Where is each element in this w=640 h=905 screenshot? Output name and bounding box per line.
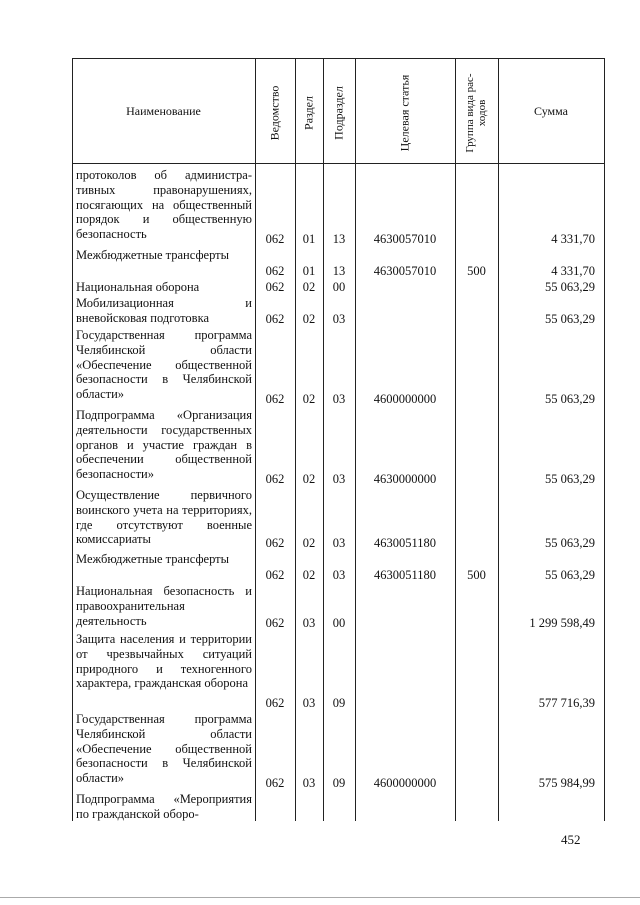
row-summa: 55 063,29	[545, 392, 595, 406]
row-name: Подпрограмма «Мероприятия по гражданской оборо-	[76, 792, 252, 821]
row-vedomstvo: 062	[265, 280, 285, 294]
table-row	[72, 792, 605, 821]
row-name: Межбюджетные трансферты	[76, 552, 230, 566]
page-number: 452	[561, 832, 581, 847]
row-tselevaya: 4630057010	[373, 264, 437, 278]
header-bottom-border	[72, 163, 605, 164]
row-vedomstvo: 062	[265, 264, 285, 278]
row-podrazdel: 03	[332, 472, 346, 486]
row-vedomstvo: 062	[265, 776, 285, 790]
row-summa: 4 331,70	[551, 232, 595, 246]
table-row	[72, 712, 605, 792]
row-name: протоколов об администра-тивных правонарушениях, посягающих на общественный порядок и общественную безопасность	[76, 168, 252, 242]
header-razdel: Раздел	[301, 96, 316, 130]
row-name: Защита населения и территории от чрезвычайных ситуаций природного и техногенного характера, гражданская оборона	[76, 632, 252, 691]
row-gruppa: 500	[467, 568, 486, 582]
row-razdel: 02	[302, 536, 316, 550]
row-summa: 55 063,29	[545, 312, 595, 326]
row-podrazdel: 09	[332, 696, 346, 710]
row-razdel: 03	[302, 776, 316, 790]
row-tselevaya: 4630000000	[373, 472, 437, 486]
row-podrazdel: 03	[332, 536, 346, 550]
table-row	[72, 552, 605, 584]
table-row	[72, 328, 605, 408]
table-row	[72, 248, 605, 280]
row-tselevaya: 4600000000	[373, 392, 437, 406]
row-name: Осуществление первичного воинского учета на территориях, где отсутствуют военные комиссариаты	[76, 488, 252, 547]
row-tselevaya: 4630057010	[373, 232, 437, 246]
row-razdel: 03	[302, 616, 316, 630]
table-row	[72, 168, 605, 248]
table-row	[72, 296, 605, 328]
row-summa: 575 984,99	[538, 776, 595, 790]
table-row	[72, 488, 605, 552]
row-razdel: 02	[302, 472, 316, 486]
row-podrazdel: 03	[332, 312, 346, 326]
row-summa: 4 331,70	[551, 264, 595, 278]
header-podrazdel: Подраздел	[331, 86, 346, 140]
row-razdel: 03	[302, 696, 316, 710]
row-name: Подпрограмма «Организация деятельности государственных органов и участие граждан в обеспечении общественной безопасности»	[76, 408, 252, 482]
row-name: Государственная программа Челябинской области «Обеспечение общественной безопасности в Челябинской области»	[76, 328, 252, 402]
row-vedomstvo: 062	[265, 568, 285, 582]
row-summa: 577 716,39	[538, 696, 595, 710]
row-summa: 1 299 598,49	[529, 616, 595, 630]
row-tselevaya: 4630051180	[373, 568, 437, 582]
table-top-border	[72, 58, 605, 59]
table-row	[72, 280, 605, 296]
row-vedomstvo: 062	[265, 232, 285, 246]
row-gruppa: 500	[467, 264, 486, 278]
header-vedomstvo: Ведомство	[267, 85, 282, 141]
row-podrazdel: 13	[332, 232, 346, 246]
row-razdel: 02	[302, 568, 316, 582]
row-tselevaya: 4630051180	[373, 536, 437, 550]
table-row	[72, 632, 605, 712]
row-vedomstvo: 062	[265, 472, 285, 486]
row-vedomstvo: 062	[265, 392, 285, 406]
row-podrazdel: 03	[332, 568, 346, 582]
page-bottom-rule	[0, 897, 640, 898]
row-razdel: 01	[302, 264, 316, 278]
row-vedomstvo: 062	[265, 616, 285, 630]
row-podrazdel: 00	[332, 280, 346, 294]
row-tselevaya: 4600000000	[373, 776, 437, 790]
row-name: Государственная программа Челябинской области «Обеспечение общественной безопасности в Челябинской области»	[76, 712, 252, 786]
row-podrazdel: 09	[332, 776, 346, 790]
table-row	[72, 408, 605, 488]
row-name: Национальная оборона	[76, 280, 200, 294]
row-razdel: 02	[302, 392, 316, 406]
row-vedomstvo: 062	[265, 696, 285, 710]
row-summa: 55 063,29	[545, 568, 595, 582]
header-summa: Сумма	[534, 104, 568, 118]
row-razdel: 01	[302, 232, 316, 246]
row-name: Национальная безопасность и правоохранительная деятельность	[76, 584, 252, 628]
row-podrazdel: 13	[332, 264, 346, 278]
row-summa: 55 063,29	[545, 280, 595, 294]
row-summa: 55 063,29	[545, 472, 595, 486]
header-name: Наименование	[126, 104, 201, 118]
row-podrazdel: 03	[332, 392, 346, 406]
row-name: Мобилизационная и вневойсковая подготовка	[76, 296, 252, 325]
row-razdel: 02	[302, 312, 316, 326]
row-razdel: 02	[302, 280, 316, 294]
table-row	[72, 584, 605, 632]
header-gruppa: Группа вида рас-ходов	[464, 73, 488, 153]
row-vedomstvo: 062	[265, 312, 285, 326]
row-podrazdel: 00	[332, 616, 346, 630]
header-tselevaya: Целевая статья	[397, 74, 412, 152]
row-summa: 55 063,29	[545, 536, 595, 550]
row-name: Межбюджетные трансферты	[76, 248, 230, 262]
budget-table	[72, 58, 605, 821]
row-vedomstvo: 062	[265, 536, 285, 550]
